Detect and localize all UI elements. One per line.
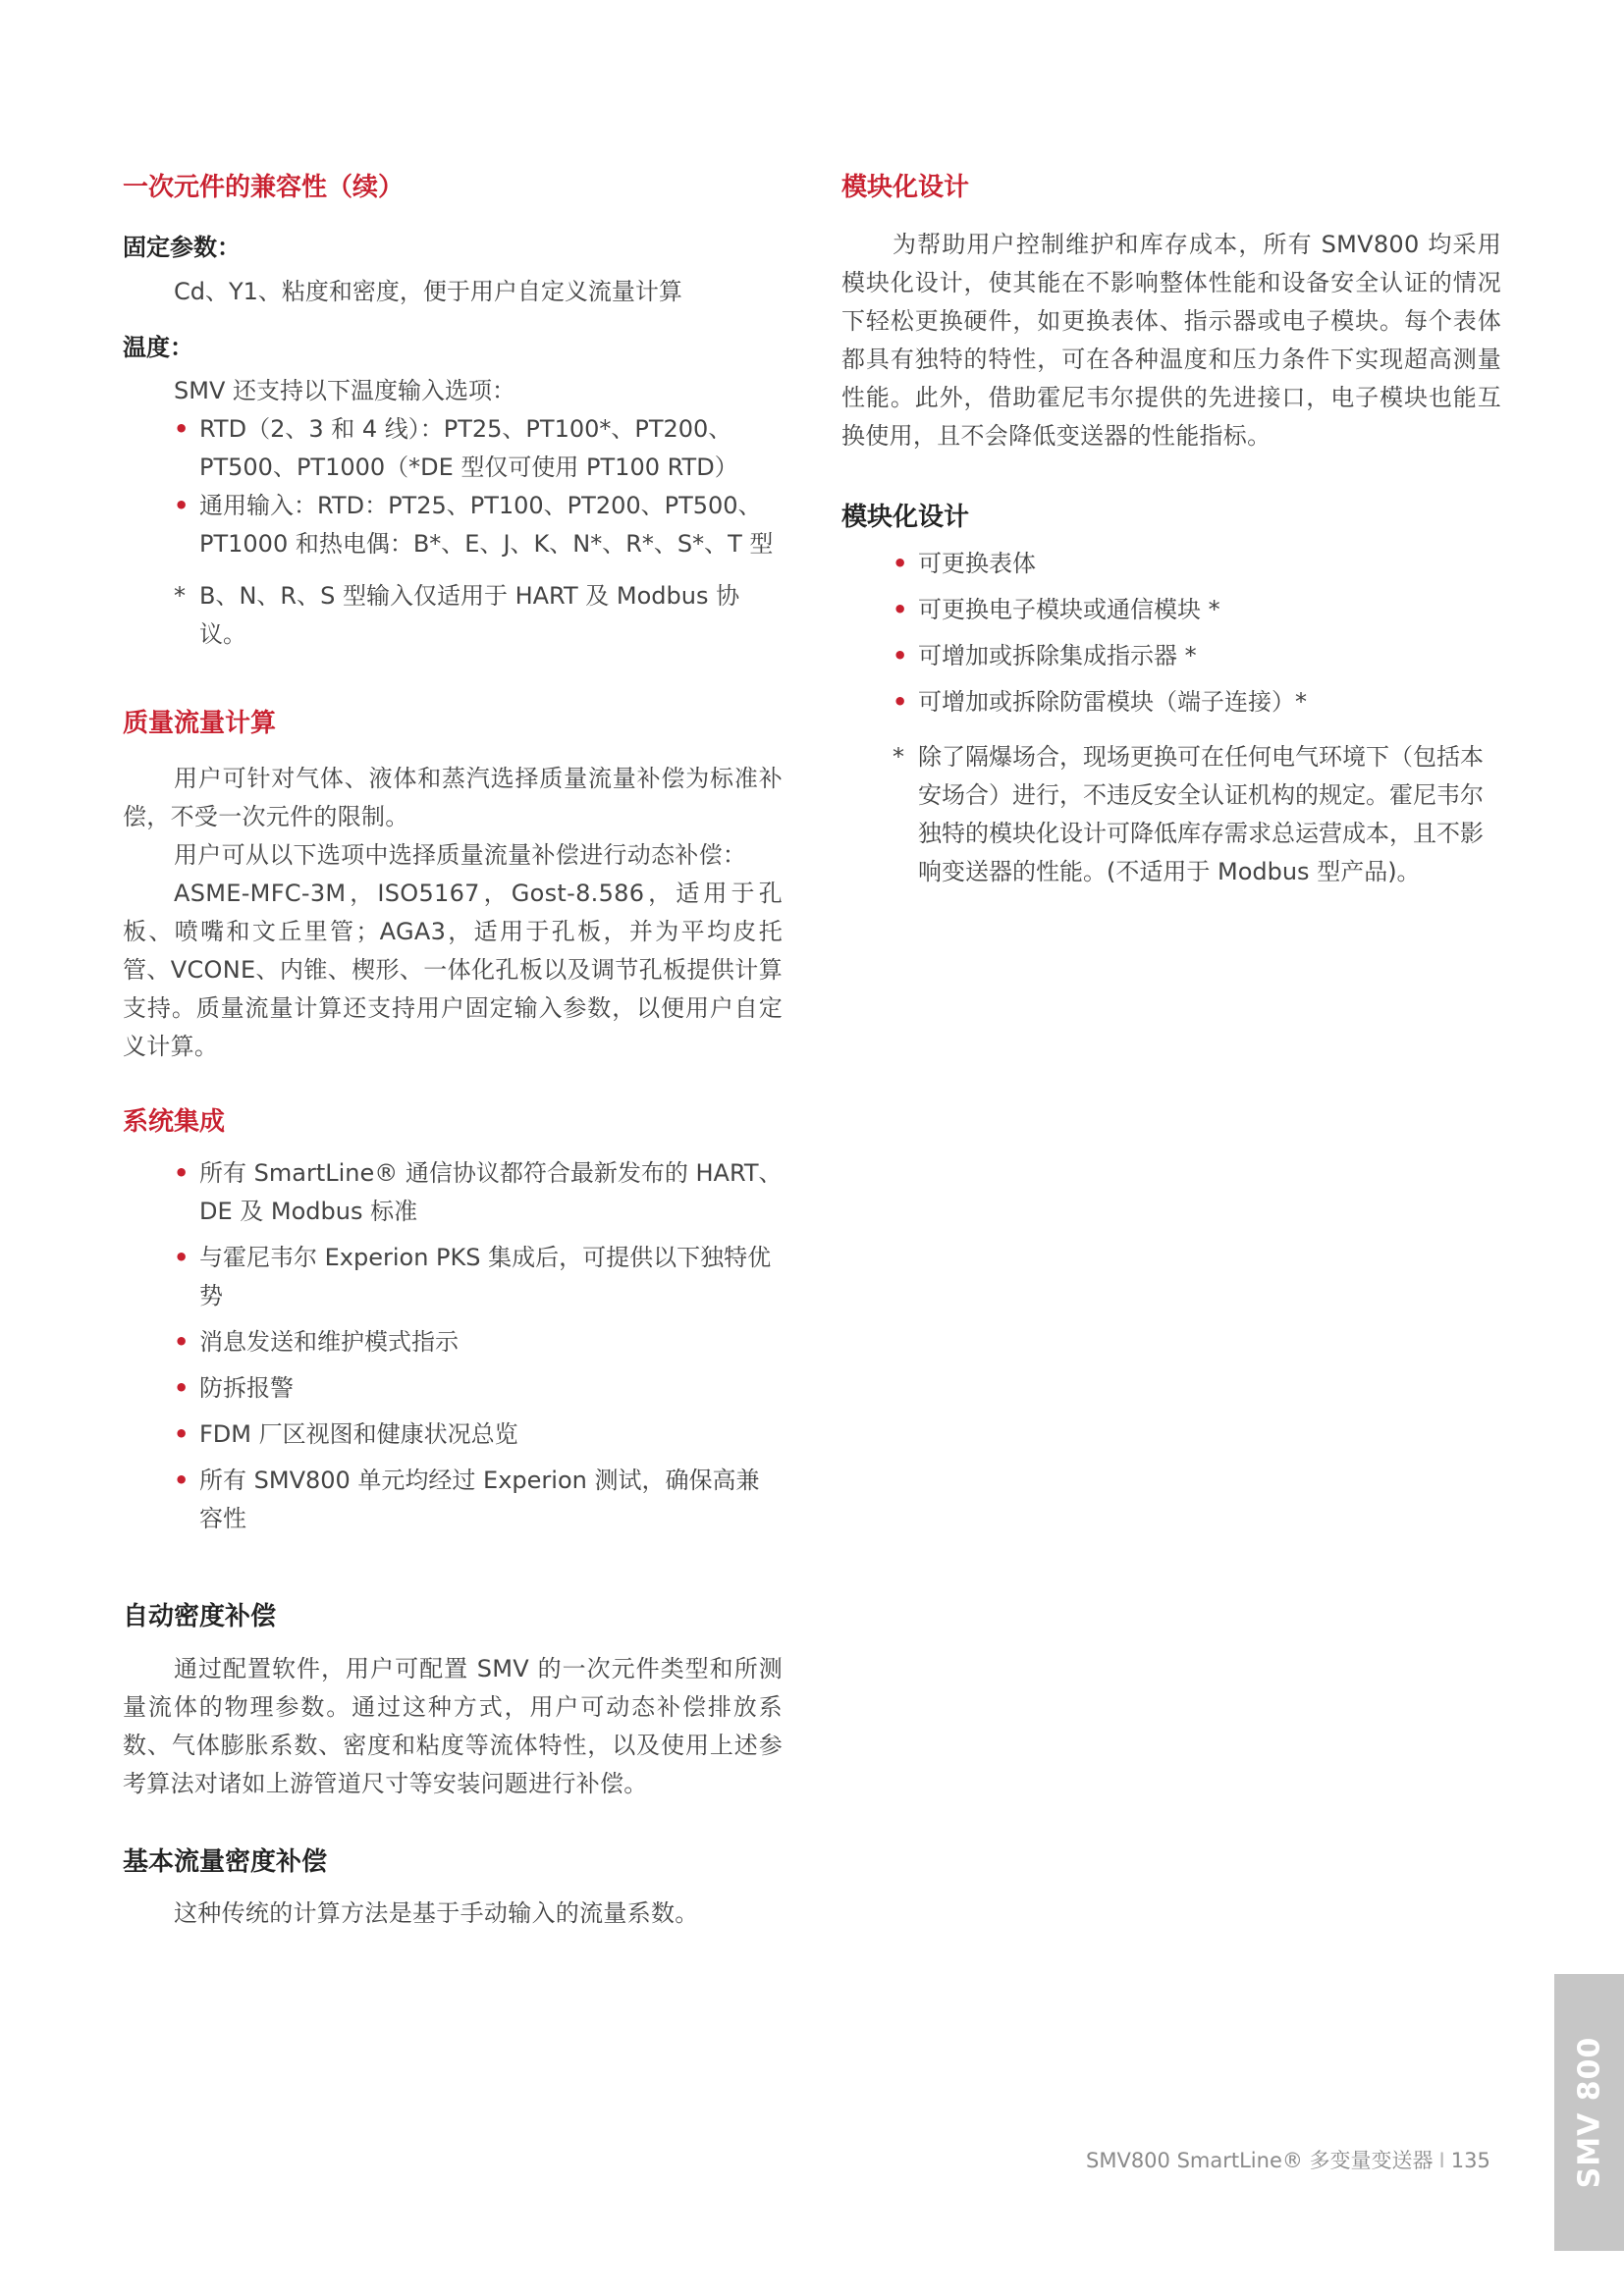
modular-design-paragraph: 为帮助用户控制维护和库存成本，所有 SMV800 均采用模块化设计，使其能在不影响整体性能和设备安全认证的情况下轻松更换硬件，如更换表体、指示器或电子模块。每个表体都具有独特的特性，可在各种温度和压力条件下实现超高测量性能。此外，借助霍尼韦尔提供的先进接口，电子模块也能互换使用，且不会降低变送器的性能指标。: [841, 231, 1501, 450]
section-heading-mass-flow: 质量流量计算: [123, 709, 277, 738]
footer-separator: I: [1438, 2149, 1445, 2172]
list-item: • 消息发送和维护模式指示: [174, 1323, 783, 1362]
page-number: 135: [1450, 2149, 1490, 2172]
list-item: • 与霍尼韦尔 Experion PKS 集成后，可提供以下独特优势: [174, 1239, 783, 1315]
mass-flow-paragraph-1: 用户可针对气体、液体和蒸汽选择质量流量补偿为标准补偿，不受一次元件的限制。: [123, 765, 783, 830]
list-item: • 可更换表体: [893, 545, 1501, 583]
section-heading-basic-flow: 基本流量密度补偿: [123, 1847, 328, 1877]
bullet-dot-icon: •: [893, 550, 908, 577]
section-heading-modular-design: 模块化设计: [841, 173, 970, 202]
section-heading-system-integration: 系统集成: [123, 1107, 226, 1137]
footer-title: SMV800 SmartLine® 多变量变送器: [1086, 2149, 1434, 2172]
temperature-options-list: [174, 410, 783, 563]
temperature-label: 温度：: [123, 334, 193, 361]
auto-density-paragraph: 通过配置软件，用户可配置 SMV 的一次元件类型和所测量流体的物理参数。通过这种方式，用户可动态补偿排放系数、气体膨胀系数、密度和粘度等流体特性，以及使用上述参考算法对诸如上游管道尺寸等安装问题进行补偿。: [123, 1655, 783, 1797]
bullet-dot-icon: •: [174, 415, 189, 443]
list-item: • 通用输入：RTD：PT25、PT100、PT200、PT500、PT1000 和热电偶：B*、E、J、K、N*、R*、S*、T 型: [174, 487, 783, 563]
list-item: • 防拆报警: [174, 1369, 783, 1408]
list-item: • 所有 SMV800 单元均经过 Experion 测试，确保高兼容性: [174, 1462, 783, 1538]
system-integration-list: [174, 1154, 783, 1538]
mass-flow-paragraph-2: 用户可从以下选项中选择质量流量补偿进行动态补偿：: [174, 841, 747, 869]
list-item: • RTD（2、3 和 4 线）：PT25、PT100*、PT200、PT500、PT1000（*DE 型仅可使用 PT100 RTD）: [174, 410, 783, 487]
section-heading-primary-element-compatibility: 一次元件的兼容性（续）: [123, 173, 405, 202]
bullet-dot-icon: •: [893, 596, 908, 623]
fixed-params-text: Cd、Y1、粘度和密度，便于用户自定义流量计算: [174, 278, 682, 305]
side-tab-label: SMV 800: [1572, 2036, 1606, 2189]
bullet-dot-icon: •: [174, 1159, 189, 1187]
bullet-dot-icon: •: [174, 492, 189, 519]
mass-flow-paragraph-3: ASME-MFC-3M，ISO5167，Gost-8.586，适用于孔板、喷嘴和文丘里管；AGA3，适用于孔板，并为平均皮托管、VCONE、内锥、楔形、一体化孔板以及调节孔板提供计算支持。质量流量计算还支持用户固定输入参数，以便用户自定义计算。: [123, 880, 783, 1060]
bullet-dot-icon: •: [174, 1374, 189, 1402]
page-footer: [1086, 2145, 1490, 2174]
list-item: • 可增加或拆除集成指示器 *: [893, 637, 1501, 675]
bullet-dot-icon: •: [174, 1467, 189, 1494]
bullet-dot-icon: •: [893, 688, 908, 716]
temperature-intro: SMV 还支持以下温度输入选项：: [174, 377, 515, 404]
list-item: • 可增加或拆除防雷模块（端子连接）*: [893, 683, 1501, 721]
bullet-dot-icon: •: [893, 642, 908, 669]
basic-flow-paragraph: 这种传统的计算方法是基于手动输入的流量系数。: [174, 1899, 699, 1927]
modular-design-footnote: * 除了隔爆场合，现场更换可在任何电气环境下（包括本安场合）进行，不违反安全认证机构的规定。霍尼韦尔独特的模块化设计可降低库存需求总运营成本，且不影响变送器的性能。(不适用于 Modbus 型产品)。: [893, 743, 1484, 885]
list-item: • FDM 厂区视图和健康状况总览: [174, 1415, 783, 1454]
bullet-dot-icon: •: [174, 1244, 189, 1271]
list-item: • 可更换电子模块或通信模块 *: [893, 591, 1501, 629]
modular-design-list: [893, 545, 1501, 721]
list-item: • 所有 SmartLine® 通信协议都符合最新发布的 HART、DE 及 Modbus 标准: [174, 1154, 783, 1231]
side-tab: [1554, 1974, 1624, 2251]
fixed-params-label: 固定参数：: [123, 234, 241, 261]
section-heading-modular-design-list: 模块化设计: [841, 503, 970, 532]
bullet-dot-icon: •: [174, 1328, 189, 1356]
temperature-footnote: * B、N、R、S 型输入仅适用于 HART 及 Modbus 协议。: [174, 582, 740, 648]
bullet-dot-icon: •: [174, 1420, 189, 1448]
section-heading-auto-density: 自动密度补偿: [123, 1602, 277, 1631]
